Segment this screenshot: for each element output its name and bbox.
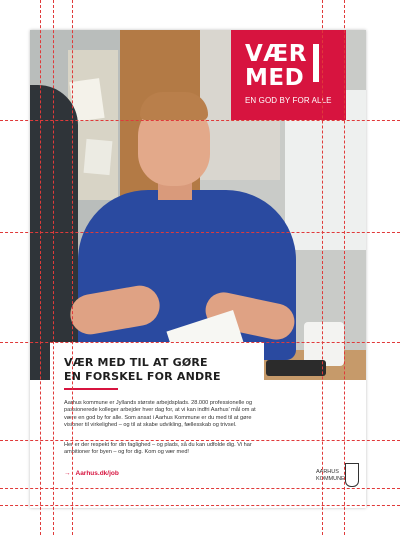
kommune-line1: AARHUS [316, 469, 339, 475]
photo-note [84, 139, 113, 175]
horizontal-guide [0, 232, 400, 233]
vertical-guide [53, 0, 54, 535]
kommune-line2: KOMMUNE [316, 475, 345, 482]
logo-line2: MED [245, 65, 305, 91]
horizontal-guide [0, 505, 400, 506]
logo-tagline: EN GOD BY FOR ALLE [245, 96, 332, 105]
headline-line2: EN FORSKEL FOR ANDRE [64, 370, 221, 383]
body-paragraph-1: Aarhus kommune er Jyllands største arbejdsplads. 28.000 professionelle og passionerede kolleger arbejder hver dag for, at vi kan indfri Aarhus’ mål om at være en god by for alle. Som ansat i Aarhus Kommune er du med til at gøre visioner til virkelighed – og til at skabe udvikling, fællesskab og trivsel. [64, 400, 256, 429]
horizontal-guide [0, 488, 400, 489]
kommune-wordmark [316, 469, 345, 482]
logo-line1: VÆR [245, 41, 307, 67]
horizontal-guide [0, 440, 400, 441]
headline-line1: VÆR MED TIL AT GØRE [64, 356, 208, 369]
horizontal-guide [0, 342, 400, 343]
vertical-guide [322, 0, 323, 535]
horizontal-guide [0, 120, 400, 121]
crest-icon [345, 463, 359, 487]
vertical-guide [40, 0, 41, 535]
text-card [50, 342, 264, 492]
vertical-guide [72, 0, 73, 535]
ad-page [30, 30, 366, 508]
job-link-text: Aarhus.dk/job [75, 470, 119, 477]
vaer-med-logo [231, 30, 346, 120]
body-paragraph-2: Her er der respekt for din faglighed – og plads, så du kan udfolde dig. Vi har ambitioner for byen – og for dig. Kom og vær med! [64, 442, 252, 456]
arrow-right-icon: → [64, 470, 71, 477]
vertical-guide [344, 0, 345, 535]
photo-man-hair [140, 92, 208, 120]
photo-phone [266, 360, 326, 376]
logo-exclamation-icon [313, 44, 319, 82]
headline [64, 356, 260, 384]
